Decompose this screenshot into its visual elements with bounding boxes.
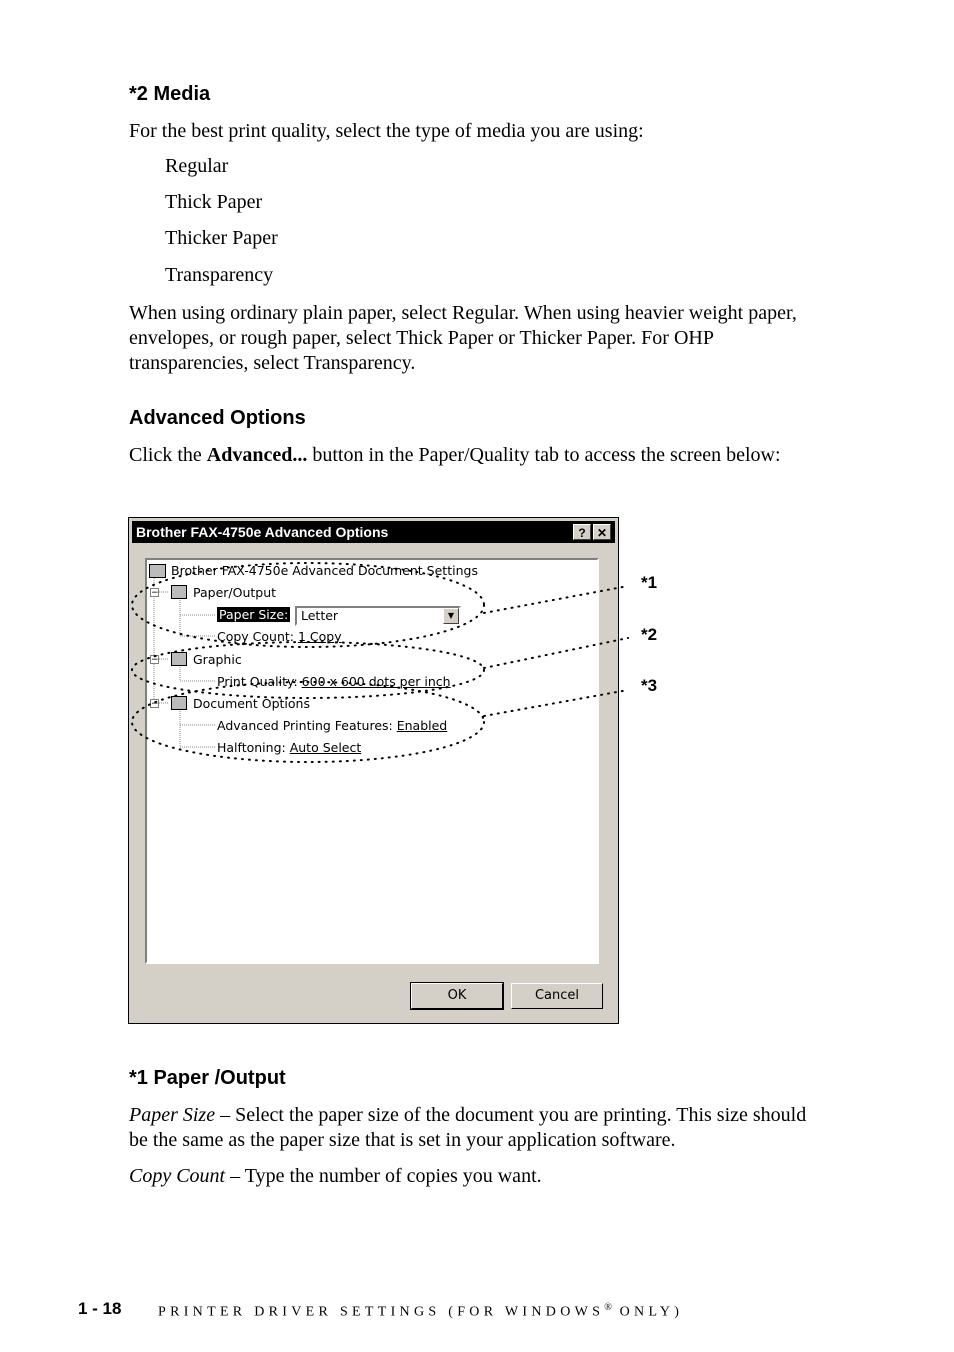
ok-button[interactable]: OK [411,983,503,1009]
tree-copy-count[interactable]: Copy Count: 1 Copy [217,629,342,644]
tree-print-quality[interactable]: Print Quality: 600 x 600 dots per inch [217,674,451,689]
media-body: When using ordinary plain paper, select Regular. When using heavier weight paper, envelopes, or rough paper, select Thick Paper or Thicker Paper. For OHP transparencies, select Transparency. [129,302,797,374]
media-intro: For the best print quality, select the type of media you are using: [129,120,644,142]
media-option-thick: Thick Paper [165,191,263,213]
callout-1-leader [484,586,628,613]
callout-3-leader [484,690,628,716]
cancel-button[interactable]: Cancel [511,983,603,1009]
paper-size-value: Letter [301,608,339,623]
tree-root[interactable]: Brother FAX-4750e Advanced Document Settings [171,563,478,578]
page-number: 1 - 18 [78,1299,122,1318]
close-button[interactable]: ✕ [593,524,611,540]
media-option-transparency: Transparency [165,264,274,286]
advanced-body: Click the Advanced... button in the Paper/Quality tab to access the screen below: [129,444,781,466]
media-heading: *2 Media [129,83,211,105]
running-footer: PRINTER DRIVER SETTINGS (FOR WINDOWS® ONLY) [158,1302,684,1320]
tree-paper-output[interactable]: Paper/Output [193,585,277,600]
callout-2-ellipse [132,642,484,698]
collapse-graphic[interactable]: − [151,655,159,665]
dialog-title: Brother FAX-4750e Advanced Options [136,524,389,540]
collapse-document-options[interactable]: − [151,699,159,709]
tree-graphic[interactable]: Graphic [193,652,242,667]
callout-2-label: *2 [641,625,658,644]
callout-3-ellipse [132,682,484,762]
callout-3-label: *3 [641,676,658,695]
collapse-paper-output[interactable]: − [151,588,159,598]
paper-size-label[interactable]: Paper Size: [219,607,289,622]
media-option-regular: Regular [165,155,229,177]
tree-advanced-printing-features[interactable]: Advanced Printing Features: Enabled [217,718,448,733]
tree-document-options[interactable]: Document Options [193,696,310,711]
callout-2-leader [484,638,628,668]
help-button[interactable]: ? [573,524,591,540]
callout-1-label: *1 [641,573,658,592]
advanced-heading: Advanced Options [129,407,306,429]
media-option-thicker: Thicker Paper [165,227,278,249]
paper-output-heading: *1 Paper /Output [129,1067,286,1089]
callout-1-ellipse [132,563,484,647]
dropdown-arrow-icon[interactable]: ▼ [443,608,459,624]
tree-halftoning[interactable]: Halftoning: Auto Select [217,740,362,755]
copy-count-description: Copy Count – Type the number of copies you want. [129,1165,542,1187]
paper-size-description: Paper Size – Select the paper size of the document you are printing. This size should be the same as the paper size that is set in your application software. [129,1104,807,1151]
